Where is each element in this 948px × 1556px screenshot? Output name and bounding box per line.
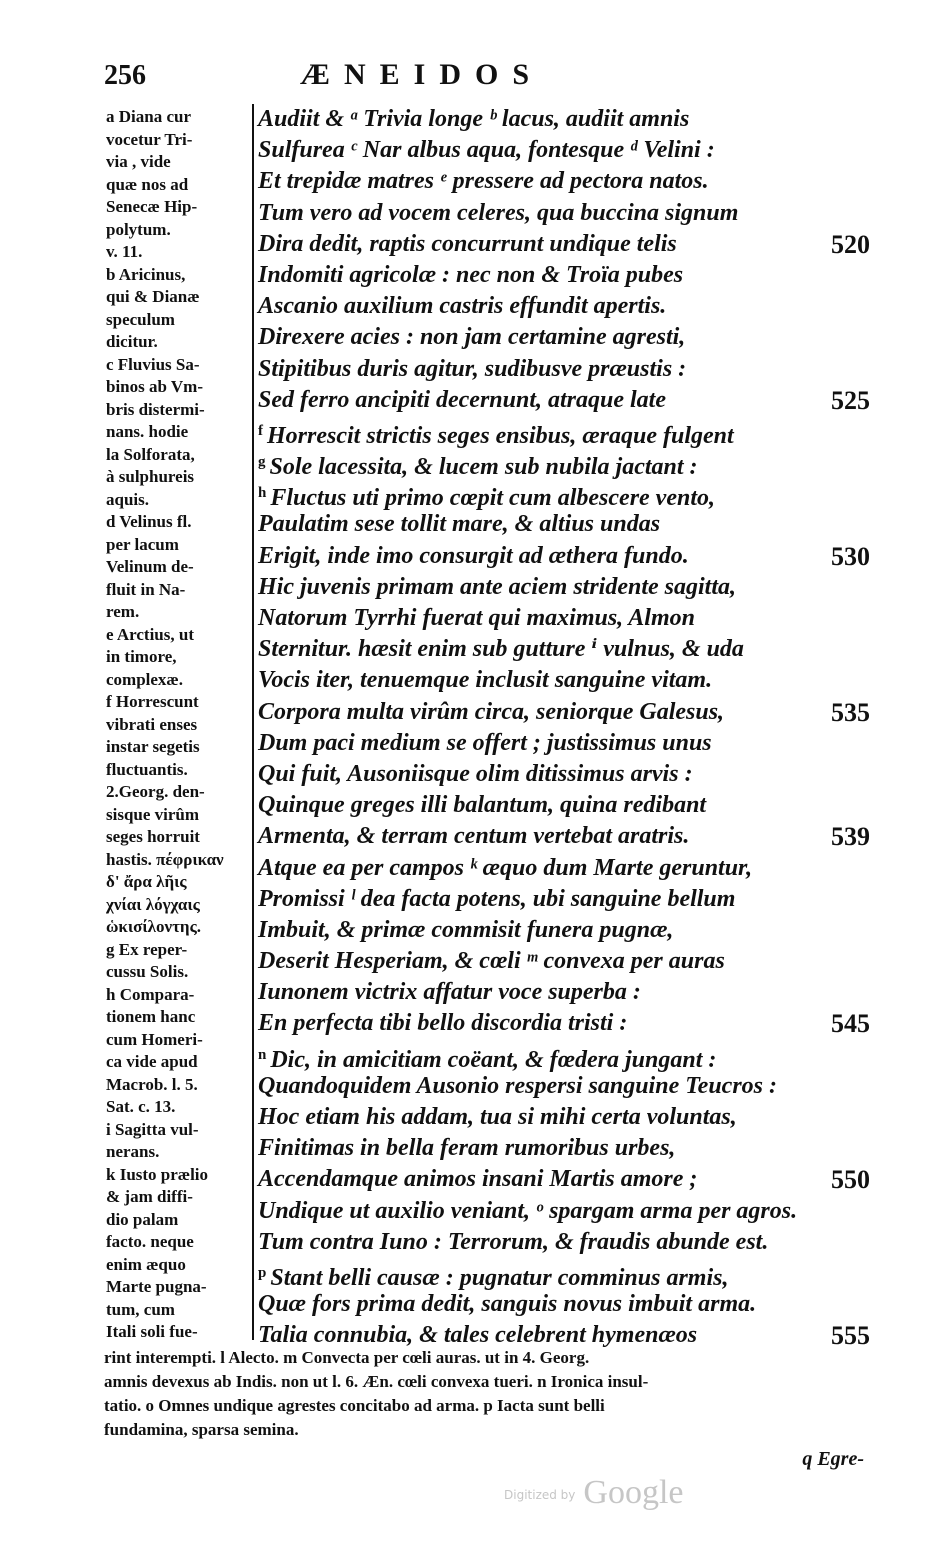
digitized-by-google-watermark xyxy=(504,1474,684,1512)
verse-line xyxy=(258,447,870,481)
margin-note-line: d Velinus fl. xyxy=(106,512,192,531)
verse-text: Direxere acies : non jam certamine agresti, xyxy=(258,324,686,351)
verse-text: Corpora multa virûm circa, seniorque Galesus, xyxy=(258,698,725,725)
page-header xyxy=(104,60,864,96)
column-divider xyxy=(252,104,254,1340)
verse-line xyxy=(258,790,870,821)
verse-text: Quæ fors prima dedit, sanguis novus imbuit arma. xyxy=(258,1291,757,1318)
verse-line xyxy=(258,385,870,416)
digitized-prefix: Digitized by xyxy=(504,1488,576,1502)
verse-text: Quinque greges illi balantum, quina redibant xyxy=(258,792,707,819)
margin-note-line: dio palam xyxy=(106,1209,179,1229)
margin-note-line: Macrob. l. 5. xyxy=(106,1074,198,1094)
verse-line xyxy=(258,1258,870,1289)
margin-notes xyxy=(106,106,252,1344)
margin-note-line: ca vide apud xyxy=(106,1052,198,1071)
margin-note-line: complexæ. xyxy=(106,669,183,689)
margin-note-line: Velinum de- xyxy=(106,557,194,576)
margin-note-line: dicitur. xyxy=(106,332,158,351)
margin-note-line: aquis. xyxy=(106,489,149,509)
verse-line xyxy=(258,759,870,790)
margin-note-line: enim æquo xyxy=(106,1254,186,1274)
verse-line xyxy=(258,1227,870,1258)
verse-line xyxy=(258,1071,870,1102)
verse-line xyxy=(258,260,870,291)
margin-note-line: k Iusto prælio xyxy=(106,1164,209,1184)
margin-note-line: cussu Solis. xyxy=(106,962,189,981)
margin-note-line: tionem hanc xyxy=(106,1007,196,1026)
verse-text: Stant belli causæ : pugnatur comminus armis, xyxy=(270,1264,729,1291)
verse-line xyxy=(258,1133,870,1164)
verse-text: Audiit & ᵃ Trivia longe ᵇ lacus, audiit amnis xyxy=(258,106,690,132)
margin-note-line: facto. neque xyxy=(106,1232,194,1251)
verse-column xyxy=(258,104,870,1352)
verse-text: Sole lacessita, & lucem sub nubila jactant : xyxy=(269,454,698,481)
verse-text: Talia connubia, & tales celebrent hymenæos xyxy=(258,1322,698,1349)
margin-note-line: b Aricinus, xyxy=(106,264,186,284)
margin-note-line: rem. xyxy=(106,602,140,621)
verse-line xyxy=(258,1289,870,1320)
verse-text: Finitimas in bella feram rumoribus urbes, xyxy=(258,1135,676,1162)
verse-line xyxy=(258,135,870,166)
margin-note-line: bris distermi- xyxy=(106,399,205,419)
margin-note-line: la Solforata, xyxy=(106,444,195,464)
verse-text: Armenta, & terram centum vertebat aratris. xyxy=(258,823,690,850)
verse-line xyxy=(258,884,870,915)
verse-text: Fluctus uti primo cœpit cum albescere vento, xyxy=(270,485,715,512)
line-number: 550 xyxy=(831,1165,870,1195)
verse-text: Dira dedit, raptis concurrunt undique telis xyxy=(258,230,677,257)
verse-text: Et trepidæ matres ᵉ pressere ad pectora natos. xyxy=(258,168,709,195)
margin-note-line: per lacum xyxy=(106,534,179,554)
verse-note-marker: n xyxy=(258,1046,267,1063)
line-number: 535 xyxy=(831,697,870,727)
margin-note-line: g Ex reper- xyxy=(106,939,188,959)
verse-text: Vocis iter, tenuemque inclusit sanguine vitam. xyxy=(258,667,713,694)
verse-text: Indomiti agricolæ : nec non & Troïa pubes xyxy=(258,261,684,288)
margin-note-line: vocetur Tri- xyxy=(106,129,193,149)
verse-line xyxy=(258,1196,870,1227)
footnote-line: amnis devexus ab Indis. non ut l. 6. Æn. cœli convexa tueri. n Ironica insul- xyxy=(104,1372,649,1391)
verse-text: Quandoquidem Ausonio respersi sanguine Teucros : xyxy=(258,1072,777,1099)
verse-text: Undique ut auxilio veniant, ᵒ spargam arma per agros. xyxy=(258,1197,798,1224)
verse-line xyxy=(258,322,870,353)
margin-note-line: seges horruit xyxy=(106,827,200,846)
margin-note-line: h Compara- xyxy=(106,984,195,1004)
margin-note-line: δ' ἄρα λῆις xyxy=(106,872,187,891)
verse-text: Dum paci medium se offert ; justissimus unus xyxy=(258,729,712,756)
verse-line xyxy=(258,915,870,946)
verse-note-marker: h xyxy=(258,485,267,502)
margin-note-line: quæ nos ad xyxy=(106,174,189,194)
margin-note-line: χνίαι λόγχαις xyxy=(106,894,200,914)
margin-note-line: hastis. πέφρικαν xyxy=(106,849,224,869)
google-logo: Google xyxy=(583,1474,684,1511)
verse-text: Tum vero ad vocem celeres, qua buccina signum xyxy=(258,199,739,226)
verse-line xyxy=(258,728,870,759)
margin-note-line: sisque virûm xyxy=(106,804,200,824)
verse-text: Horrescit strictis seges ensibus, æraque fulgent xyxy=(267,422,734,449)
verse-line xyxy=(258,1008,870,1039)
margin-note-line: polytum. xyxy=(106,219,171,239)
verse-text: Sternitur. hæsit enim sub gutture ⁱ vulnus, & uda xyxy=(258,636,744,663)
footnote-line: fundamina, sparsa semina. xyxy=(104,1420,299,1439)
running-title: ÆNEIDOS xyxy=(300,58,544,91)
margin-note-line: cum Homeri- xyxy=(106,1029,203,1049)
margin-note-line: à sulphureis xyxy=(106,467,195,486)
margin-note-line: e Arctius, ut xyxy=(106,624,194,644)
verse-text: Tum contra Iuno : Terrorum, & fraudis abunde est. xyxy=(258,1228,769,1255)
margin-note-line: & jam diffi- xyxy=(106,1187,193,1206)
margin-note-line: instar segetis xyxy=(106,737,200,756)
verse-text: Qui fuit, Ausoniisque olim ditissimus arvis : xyxy=(258,760,693,787)
line-number: 525 xyxy=(831,385,870,415)
verse-text: Iunonem victrix affatur voce superba : xyxy=(258,979,641,1006)
verse-text: Promissi ˡ dea facta potens, ubi sanguine bellum xyxy=(258,885,736,912)
verse-line xyxy=(258,509,870,540)
margin-note-line: via , vide xyxy=(106,152,171,171)
margin-note-line: in timore, xyxy=(106,647,177,666)
verse-line xyxy=(258,541,870,572)
margin-note-line: Senecæ Hip- xyxy=(106,197,198,216)
footnotes xyxy=(104,1346,868,1442)
margin-note-line: v. 11. xyxy=(106,242,143,261)
verse-text: Hoc etiam his addam, tua si mihi certa voluntas, xyxy=(258,1104,737,1130)
verse-text: Natorum Tyrrhi fuerat qui maximus, Almon xyxy=(258,605,695,631)
verse-text: Sed ferro ancipiti decernunt, atraque late xyxy=(258,386,666,413)
verse-line xyxy=(258,291,870,322)
line-number: 530 xyxy=(831,541,870,571)
footnote-line: tatio. o Omnes undique agrestes concitabo ad arma. p Iacta sunt belli xyxy=(104,1396,605,1415)
margin-note-line: i Sagitta vul- xyxy=(106,1119,199,1139)
margin-note-line: Marte pugna- xyxy=(106,1277,207,1296)
verse-text: Accendamque animos insani Martis amore ; xyxy=(258,1166,698,1193)
verse-line xyxy=(258,1040,870,1071)
margin-note-line: fluctuantis. xyxy=(106,759,188,779)
verse-line xyxy=(258,1164,870,1195)
verse-line xyxy=(258,229,870,260)
verse-line xyxy=(258,821,870,852)
line-number: 520 xyxy=(831,229,870,259)
verse-line xyxy=(258,104,870,135)
verse-text: Sulfurea ᶜ Nar albus aqua, fontesque ᵈ Velini : xyxy=(258,137,715,164)
verse-line xyxy=(258,572,870,603)
margin-note-line: ὡκισίλοντης. xyxy=(106,917,202,936)
verse-text: Hic juvenis primam ante aciem stridente sagitta, xyxy=(258,573,736,600)
verse-line xyxy=(258,416,870,447)
verse-line xyxy=(258,665,870,696)
margin-note-line: speculum xyxy=(106,309,175,329)
catchword: q Egre- xyxy=(802,1448,864,1470)
verse-line xyxy=(258,977,870,1008)
margin-note-line: vibrati enses xyxy=(106,714,198,734)
verse-text: Erigit, inde imo consurgit ad æthera fundo. xyxy=(258,542,689,569)
verse-text: Stipitibus duris agitur, sudibusve præustis : xyxy=(258,355,687,382)
verse-text: En perfecta tibi bello discordia tristi : xyxy=(258,1010,628,1037)
margin-note-line: f Horrescunt xyxy=(106,692,199,711)
verse-note-marker: f xyxy=(258,422,263,439)
margin-note-line: qui & Dianæ xyxy=(106,287,200,306)
verse-text: Deserit Hesperiam, & cœli ᵐ convexa per auras xyxy=(258,948,725,975)
verse-note-marker: g xyxy=(258,454,266,471)
verse-line xyxy=(258,697,870,728)
verse-line xyxy=(258,1102,870,1133)
page-number: 256 xyxy=(104,60,146,91)
verse-line xyxy=(258,198,870,229)
verse-line xyxy=(258,166,870,197)
line-number: 539 xyxy=(831,822,870,852)
verse-text: Dic, in amicitiam coëant, & fœdera jungant : xyxy=(270,1046,717,1073)
margin-note-line: 2.Georg. den- xyxy=(106,782,205,801)
verse-line xyxy=(258,354,870,385)
verse-text: Paulatim sese tollit mare, & altius undas xyxy=(258,511,661,538)
footnote-line: rint interempti. l Alecto. m Convecta per cœli auras. ut in 4. Georg. xyxy=(104,1348,590,1367)
margin-note-line: tum, cum xyxy=(106,1299,175,1319)
verse-line xyxy=(258,603,870,634)
margin-note-line: Itali soli fue- xyxy=(106,1322,198,1341)
line-number: 545 xyxy=(831,1009,870,1039)
margin-note-line: nans. hodie xyxy=(106,422,189,441)
verse-line xyxy=(258,946,870,977)
verse-text: Imbuit, & primæ commisit funera pugnæ, xyxy=(258,916,674,943)
verse-line xyxy=(258,853,870,884)
verse-text: Atque ea per campos ᵏ æquo dum Marte geruntur, xyxy=(258,854,753,881)
verse-text: Ascanio auxilium castris effundit apertis. xyxy=(258,293,667,320)
margin-note-line: binos ab Vm- xyxy=(106,377,203,396)
margin-note-line: c Fluvius Sa- xyxy=(106,354,200,374)
margin-note-line: a Diana cur xyxy=(106,107,191,126)
verse-note-marker: p xyxy=(258,1264,267,1281)
line-number: 555 xyxy=(831,1321,870,1351)
margin-note-line: Sat. c. 13. xyxy=(106,1097,176,1116)
margin-note-line: fluit in Na- xyxy=(106,579,186,599)
verse-line xyxy=(258,478,870,512)
margin-note-line: nerans. xyxy=(106,1142,160,1161)
verse-line xyxy=(258,634,870,665)
